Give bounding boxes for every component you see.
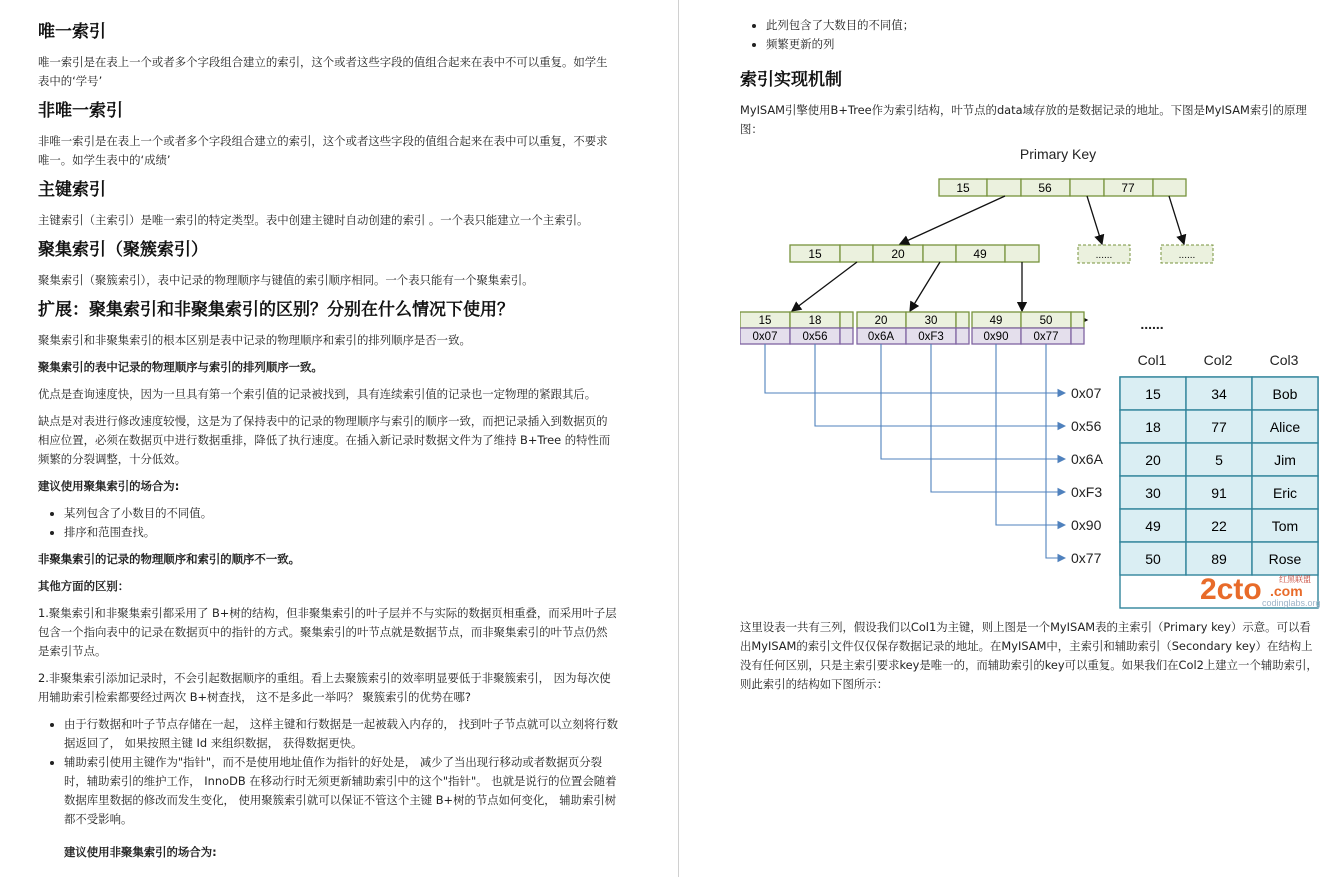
table-cell: 50: [1145, 551, 1161, 567]
leaf-node: [740, 312, 853, 344]
heading-unique-index: 唯一索引: [38, 22, 106, 42]
list-clustered-usage: [38, 504, 618, 542]
para-difference-1: 1.聚集索引和非聚集索引都采用了 B+树的结构，但非聚集索引的叶子层并不与实际的数据页相重叠，而采用叶子层包含一个指向表中的记录在数据页中的指针的方式。聚集索引的叶节点就是数据节点，而非聚集索引的叶节点仍然是索引节点。: [38, 606, 617, 658]
list-item: • 某列包含了小数目的不同值。: [64, 504, 618, 523]
heading-primary-index: 主键索引: [38, 180, 106, 200]
address-label: 0x07: [1071, 385, 1102, 401]
watermark-suffix: .com: [1270, 583, 1303, 599]
table-cell: 91: [1211, 485, 1227, 501]
right-content: [740, 14, 1320, 147]
table-row: [1120, 443, 1318, 476]
leaf-key: 50: [1039, 315, 1053, 327]
internal-key: 49: [973, 247, 987, 261]
leaf-node: [972, 312, 1084, 344]
heading-extension: 扩展：聚集索引和非聚集索引的区别？分别在什么情况下使用？: [38, 300, 514, 320]
table-cell: 18: [1145, 419, 1161, 435]
list-clustered-advantages: [38, 715, 618, 829]
para-primary-index: 主键索引（主索引）是唯一索引的特定类型。表中创建主键时自动创建的索引 。一个表只能建立一个主索引。: [38, 213, 589, 227]
leaf-key: 30: [924, 315, 938, 327]
para-unique-index: 唯一索引是在表上一个或者多个字段组合建立的索引，这个或者这些字段的值组合起来在表中不可以重复。如学生表中的‘学号’: [38, 55, 608, 88]
column-header: Col2: [1203, 352, 1233, 368]
table-row: [1120, 410, 1318, 443]
table-header: [1138, 352, 1299, 368]
table-cell: 30: [1145, 485, 1161, 501]
root-key: 15: [956, 181, 970, 195]
column-header: Col1: [1137, 352, 1167, 368]
para-clustered-order: 聚集索引的表中记录的物理顺序与索引的排列顺序一致。: [38, 360, 323, 374]
leaf-key: 49: [989, 315, 1003, 327]
address-label: 0x56: [1071, 418, 1102, 434]
table-cell: 77: [1211, 419, 1227, 435]
list-nonclustered-usage: [740, 16, 1320, 54]
placeholder-text: ......: [1095, 250, 1113, 261]
leaf-node: [857, 312, 969, 344]
watermark-sub: codinglabs.org: [1262, 598, 1321, 608]
heading-index-implementation: 索引实现机制: [740, 70, 842, 90]
table-cell: 22: [1211, 518, 1227, 534]
leaf-key: 20: [874, 315, 888, 327]
list-item: • 由于行数据和叶子节点存储在一起， 这样主键和行数据是一起被载入内存的， 找到叶子节点就可以立刻将行数据返回了， 如果按照主键 Id 来组织数据， 获得数据更快。: [64, 715, 618, 753]
watermark: [1200, 573, 1321, 608]
leaf-key: 18: [808, 315, 822, 327]
root-key: 56: [1038, 181, 1052, 195]
heading-clustered-index: 聚集索引（聚簇索引）: [38, 240, 208, 260]
table-row: [1120, 476, 1318, 509]
table-cell: 20: [1145, 452, 1161, 468]
table-cell: 89: [1211, 551, 1227, 567]
heading-nonunique-index: 非唯一索引: [38, 101, 123, 121]
column-header: Col3: [1269, 352, 1299, 368]
table-row: [1120, 509, 1318, 542]
table-row: [1120, 377, 1318, 410]
table-cell: Alice: [1269, 419, 1301, 435]
table-cell: 5: [1215, 452, 1223, 468]
address-label: 0x77: [1071, 550, 1102, 566]
watermark-cn: 红黑联盟: [1279, 575, 1311, 584]
leaf-pointer: 0x90: [983, 331, 1009, 343]
placeholder-text: ......: [1178, 250, 1196, 261]
internal-key: 20: [891, 247, 905, 261]
list-item: • 频繁更新的列: [766, 35, 1320, 54]
address-label: 0xF3: [1071, 484, 1103, 500]
para-other-differences: 其他方面的区别：: [38, 579, 130, 593]
table-cell: Bob: [1272, 386, 1298, 402]
table-cell: 15: [1145, 386, 1161, 402]
list-item: • 排序和范围查找。: [64, 523, 618, 542]
leaf-pointer: 0x77: [1033, 331, 1059, 343]
internal-key: 15: [808, 247, 822, 261]
para-nonclustered-usage: 建议使用非聚集索引的场合为:: [64, 845, 217, 859]
myisam-btree-diagram: [740, 138, 1330, 618]
table-cell: 49: [1145, 518, 1161, 534]
address-label: 0x90: [1071, 517, 1102, 533]
list-item: • 此列包含了大数目的不同值；: [766, 16, 1320, 35]
table-cell: Rose: [1268, 551, 1302, 567]
internal-node: [790, 245, 1039, 262]
para-root-difference: 聚集索引和非聚集索引的根本区别是表中记录的物理顺序和索引的排列顺序是否一致。: [38, 333, 471, 347]
root-node: [939, 179, 1186, 196]
para-clustered-index: 聚集索引（聚簇索引），表中记录的物理顺序与键值的索引顺序相同。一个表只能有一个聚集索引。: [38, 273, 534, 287]
para-myisam-intro: MyISAM引擎使用B+Tree作为索引结构，叶节点的data域存放的是数据记录的地址。下图是MyISAM索引的原理图：: [740, 103, 1307, 136]
leaf-key: 15: [758, 315, 772, 327]
para-nonclustered-order: 非聚集索引的记录的物理顺序和索引的顺序不一致。: [38, 552, 300, 566]
table-row: [1120, 542, 1318, 575]
table-cell: 34: [1211, 386, 1227, 402]
watermark-main: 2cto: [1200, 573, 1262, 606]
address-label: 0x6A: [1071, 451, 1103, 467]
list-item: • 辅助索引使用主键作为"指针"，而不是使用地址值作为指针的好处是， 减少了当出现行移动或者数据页分裂时，辅助索引的维护工作， InnoDB 在移动行时无须更新辅助索引中的这个"指针"。 也就是说行的位置会随着数据库里数据的修改而发生变化， 使用聚簇索引就可以保证不管这个主键 B+树的节点如何变化， 辅助索引树都不受影响。: [64, 753, 618, 829]
leaf-pointer: 0x07: [752, 331, 778, 343]
root-key: 77: [1121, 181, 1135, 195]
leaf-pointer: 0x6A: [867, 331, 895, 343]
para-nonunique-index: 非唯一索引是在表上一个或者多个字段组合建立的索引，这个或者这些字段的值组合起来在表中可以重复，不要求唯一。如学生表中的‘成绩’: [38, 134, 608, 167]
para-disadvantage: 缺点是对表进行修改速度较慢，这是为了保持表中的记录的物理顺序与索引的顺序一致，而把记录插入到数据页的相应位置，必须在数据页中进行数据重排，降低了执行速度。在插入新记录时数据文件为了维持 B+Tree 的特性而频繁的分裂调整，十分低效。: [38, 414, 611, 466]
pointer-connectors: [765, 344, 1065, 558]
address-labels: [1071, 385, 1104, 566]
para-advantage: 优点是查询速度快，因为一旦具有第一个索引值的记录被找到，具有连续索引值的记录也一定物理的紧跟其后。: [38, 387, 597, 401]
right-content-lower: [740, 618, 1320, 702]
para-difference-2: 2.非聚集索引添加记录时，不会引起数据顺序的重组。看上去聚簇索引的效率明显要低于非聚簇索引， 因为每次使用辅助索引检索都要经过两次 B+树查找， 这不是多此一举吗？ 聚簇索引的优势在哪?: [38, 671, 611, 704]
leaf-ellipsis: ......: [1140, 316, 1164, 332]
para-myisam-explain: 这里设表一共有三列，假设我们以Col1为主键，则上图是一个MyISAM表的主索引（Primary key）示意。可以看出MyISAM的索引文件仅仅保存数据记录的地址。在MyISAM中，主索引和辅助索引（Secondary key）在结构上没有任何区别，只是主索引要求key是唯一的，而辅助索引的key可以重复。如果我们在Col2上建立一个辅助索引，则此索引的结构如下图所示：: [740, 620, 1318, 691]
left-content: [38, 14, 618, 870]
diagram-title: Primary Key: [1019, 146, 1097, 162]
leaf-pointer: 0x56: [802, 331, 828, 343]
leaf-pointer: 0xF3: [918, 331, 944, 343]
table-cell: Tom: [1271, 518, 1299, 534]
para-clustered-usage: 建议使用聚集索引的场合为:: [38, 479, 180, 493]
table-cell: Eric: [1272, 485, 1298, 501]
table-cell: Jim: [1274, 452, 1296, 468]
